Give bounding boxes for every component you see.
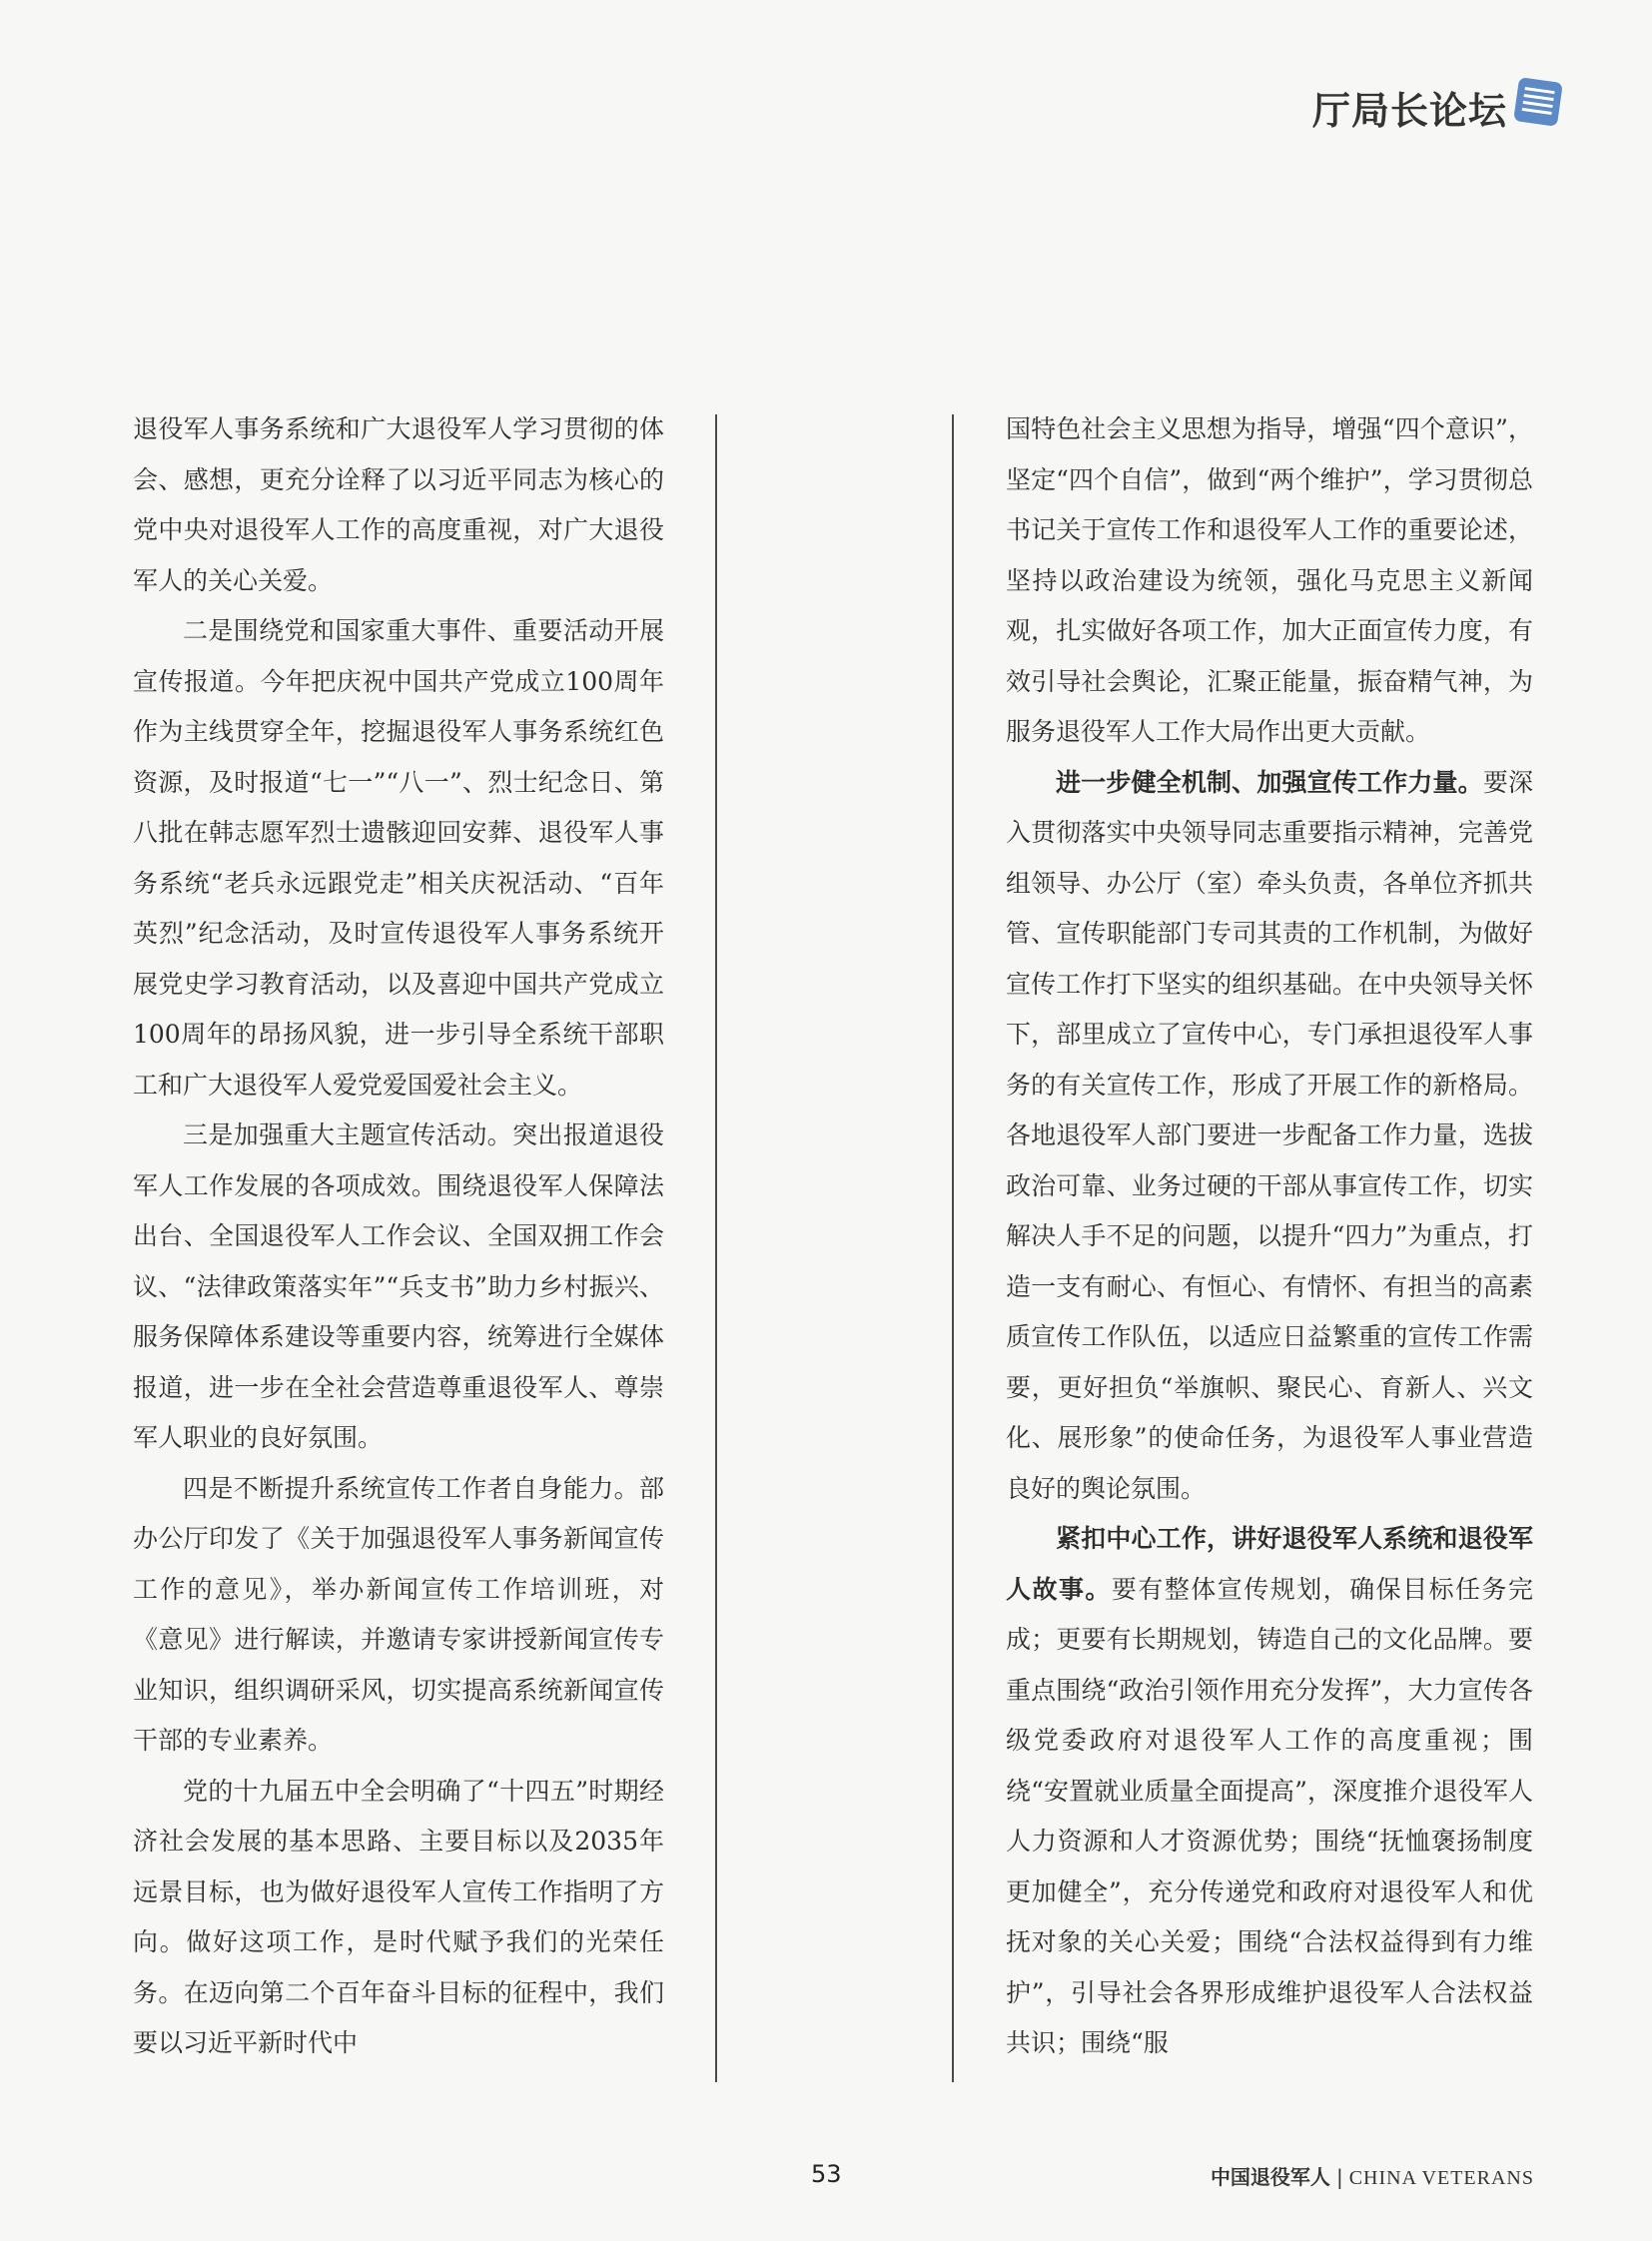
document-lines-icon bbox=[1510, 74, 1566, 130]
paragraph: 二是围绕党和国家重大事件、重要活动开展宣传报道。今年把庆祝中国共产党成立100周年作为主线贯穿全年，挖掘退役军人事务系统红色资源，及时报道“七一”“八一”、烈士纪念日、第八批在韩志愿军烈士遗骸迎回安葬、退役军人事务系统“老兵永远跟党走”相关庆祝活动、“百年英烈”纪念活动，及时宣传退役军人事务系统开展党史学习教育活动，以及喜迎中国共产党成立100周年的昂扬风貌，进一步引导全系统干部职工和广大退役军人爱党爱国爱社会主义。 bbox=[133, 616, 664, 1100]
paragraph bbox=[1006, 758, 1533, 1515]
paragraph-heading: 紧扣中心工作，讲好退役军人系统和退役军人故事。 bbox=[1006, 1524, 1533, 1604]
right-text-column bbox=[1006, 404, 1533, 2069]
paragraph: 国特色社会主义思想为指导，增强“四个意识”，坚定“四个自信”，做到“两个维护”，学习贯彻总书记关于宣传工作和退役军人工作的重要论述，坚持以政治建设为统领，强化马克思主义新闻观，扎实做好各项工作，加大正面宣传力度，有效引导社会舆论，汇聚正能量，振奋精气神，为服务退役军人工作大局作出更大贡献。 bbox=[1006, 414, 1533, 746]
paragraph-heading: 进一步健全机制、加强宣传工作力量。 bbox=[1056, 767, 1483, 797]
magazine-name-cn: 中国退役军人 bbox=[1210, 2165, 1330, 2189]
paragraph-body: 要深入贯彻落实中央领导同志重要指示精神，完善党组领导、办公厅（室）牵头负责，各单位齐抓共管、宣传职能部门专司其责的工作机制，为做好宣传工作打下坚实的组织基础。在中央领导关怀下，部里成立了宣传中心，专门承担退役军人事务的有关宣传工作，形成了开展工作的新格局。各地退役军人部门要进一步配备工作力量，选拔政治可靠、业务过硬的干部从事宣传工作，切实解决人手不足的问题，以提升“四力”为重点，打造一支有耐心、有恒心、有情怀、有担当的高素质宣传工作队伍，以适应日益繁重的宣传工作需要，更好担负“举旗帜、聚民心、育新人、兴文化、展形象”的使命任务，为退役军人事业营造良好的舆论氛围。 bbox=[1006, 767, 1533, 1503]
paragraph bbox=[1006, 1514, 1533, 2069]
footer-separator: | bbox=[1335, 2165, 1343, 2189]
column-divider bbox=[715, 414, 717, 2082]
magazine-footer bbox=[1211, 2161, 1534, 2190]
paragraph: 党的十九届五中全会明确了“十四五”时期经济社会发展的基本思路、主要目标以及2035年远景目标，也为做好退役军人宣传工作指明了方向。做好这项工作，是时代赋予我们的光荣任务。在迈向第二个百年奋斗目标的征程中，我们要以习近平新时代中 bbox=[133, 1776, 664, 2057]
magazine-name-en: CHINA VETERANS bbox=[1348, 2167, 1534, 2189]
column-divider bbox=[952, 414, 954, 2082]
column-title: 厅局长论坛 bbox=[1311, 89, 1507, 133]
paragraph: 退役军人事务系统和广大退役军人学习贯彻的体会、感想，更充分诠释了以习近平同志为核心的党中央对退役军人工作的高度重视，对广大退役军人的关心关爱。 bbox=[133, 414, 664, 595]
paragraph-body: 要有整体宣传规划，确保目标任务完成；更要有长期规划，铸造自己的文化品牌。要重点围绕“政治引领作用充分发挥”，大力宣传各级党委政府对退役军人工作的高度重视；围绕“安置就业质量全面提高”，深度推介退役军人人力资源和人才资源优势；围绕“抚恤褒扬制度更加健全”，充分传递党和政府对退役军人和优抚对象的关心关爱；围绕“合法权益得到有力维护”，引导社会各界形成维护退役军人合法权益共识；围绕“服 bbox=[1006, 1574, 1533, 2057]
paragraph: 三是加强重大主题宣传活动。突出报道退役军人工作发展的各项成效。围绕退役军人保障法出台、全国退役军人工作会议、全国双拥工作会议、“法律政策落实年”“兵支书”助力乡村振兴、服务保障体系建设等重要内容，统筹进行全媒体报道，进一步在全社会营造尊重退役军人、尊崇军人职业的良好氛围。 bbox=[133, 1120, 664, 1452]
left-text-column bbox=[133, 404, 664, 2069]
page-number: 53 bbox=[811, 2160, 842, 2188]
paragraph: 四是不断提升系统宣传工作者自身能力。部办公厅印发了《关于加强退役军人事务新闻宣传工作的意见》，举办新闻宣传工作培训班，对《意见》进行解读，并邀请专家讲授新闻宣传专业知识，组织调研采风，切实提高系统新闻宣传干部的专业素养。 bbox=[133, 1473, 664, 1755]
